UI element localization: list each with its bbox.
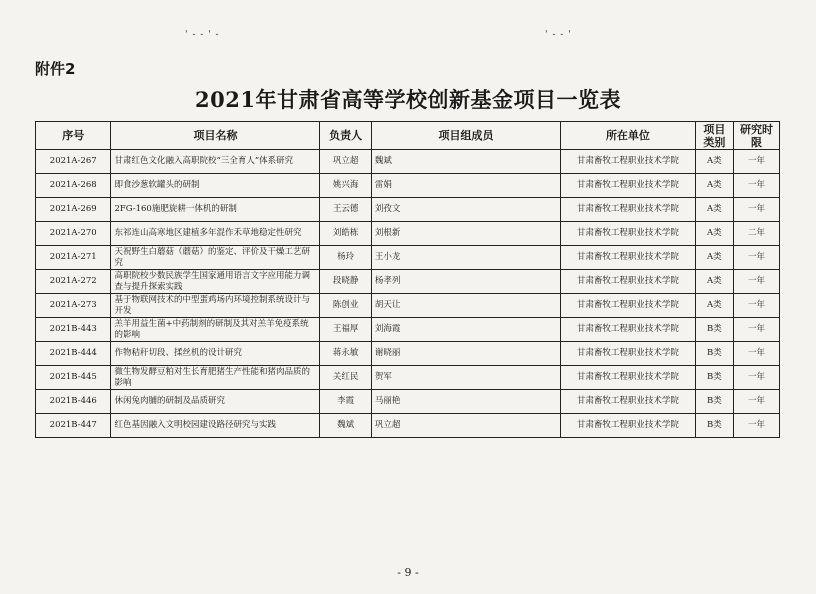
cell-members: 贺军 bbox=[371, 366, 560, 390]
cell-id: 2021B-445 bbox=[36, 366, 111, 390]
cell-id: 2021B-447 bbox=[36, 414, 111, 438]
cell-lead: 关红民 bbox=[320, 366, 371, 390]
cell-category: A类 bbox=[695, 150, 733, 174]
project-table bbox=[35, 121, 780, 438]
cell-category: B类 bbox=[695, 390, 733, 414]
table-row bbox=[36, 222, 780, 246]
cell-unit: 甘肃畜牧工程职业技术学院 bbox=[561, 174, 696, 198]
cell-name: 高职院校少数民族学生国家通用语言文字应用能力调查与提升探索实践 bbox=[111, 270, 320, 294]
table-row bbox=[36, 342, 780, 366]
header-members: 项目组成员 bbox=[371, 122, 560, 150]
cell-name: 2FG-160施肥旋耕一体机的研制 bbox=[111, 198, 320, 222]
table-row bbox=[36, 294, 780, 318]
cell-category: B类 bbox=[695, 414, 733, 438]
cell-category: B类 bbox=[695, 342, 733, 366]
cell-lead: 姚兴海 bbox=[320, 174, 371, 198]
header-id: 序号 bbox=[36, 122, 111, 150]
table-row bbox=[36, 318, 780, 342]
cell-name: 作物秸秆切段、揉丝机的设计研究 bbox=[111, 342, 320, 366]
cell-lead: 王福厚 bbox=[320, 318, 371, 342]
cell-name: 红色基因融入文明校园建设路径研究与实践 bbox=[111, 414, 320, 438]
cell-id: 2021A-271 bbox=[36, 246, 111, 270]
cell-id: 2021A-270 bbox=[36, 222, 111, 246]
scan-mark-right: ' - - ' bbox=[545, 30, 572, 40]
cell-id: 2021A-267 bbox=[36, 150, 111, 174]
cell-lead: 王云德 bbox=[320, 198, 371, 222]
cell-name: 微生物发酵豆粕对生长育肥猪生产性能和猪肉品质的影响 bbox=[111, 366, 320, 390]
cell-members: 魏斌 bbox=[371, 150, 560, 174]
cell-lead: 李霞 bbox=[320, 390, 371, 414]
cell-name: 基于物联网技术的中型蛋鸡场内环境控制系统设计与开发 bbox=[111, 294, 320, 318]
cell-id: 2021B-443 bbox=[36, 318, 111, 342]
header-lead: 负责人 bbox=[320, 122, 371, 150]
table-header-row bbox=[36, 122, 780, 150]
cell-unit: 甘肃畜牧工程职业技术学院 bbox=[561, 198, 696, 222]
scan-mark-left: ' - - ' - bbox=[185, 30, 220, 40]
cell-lead: 蒋永敏 bbox=[320, 342, 371, 366]
cell-unit: 甘肃畜牧工程职业技术学院 bbox=[561, 318, 696, 342]
page-number: - 9 - bbox=[397, 566, 419, 579]
cell-unit: 甘肃畜牧工程职业技术学院 bbox=[561, 390, 696, 414]
cell-lead: 杨玲 bbox=[320, 246, 371, 270]
table-row bbox=[36, 198, 780, 222]
cell-category: A类 bbox=[695, 174, 733, 198]
cell-id: 2021A-269 bbox=[36, 198, 111, 222]
cell-members: 刘孜文 bbox=[371, 198, 560, 222]
cell-lead: 段晓静 bbox=[320, 270, 371, 294]
table-row bbox=[36, 150, 780, 174]
table-row bbox=[36, 414, 780, 438]
cell-id: 2021B-444 bbox=[36, 342, 111, 366]
cell-members: 马丽艳 bbox=[371, 390, 560, 414]
cell-duration: 一年 bbox=[734, 414, 780, 438]
cell-duration: 一年 bbox=[734, 270, 780, 294]
cell-unit: 甘肃畜牧工程职业技术学院 bbox=[561, 342, 696, 366]
table-body bbox=[36, 150, 780, 438]
table-row bbox=[36, 270, 780, 294]
cell-unit: 甘肃畜牧工程职业技术学院 bbox=[561, 414, 696, 438]
cell-category: A类 bbox=[695, 222, 733, 246]
cell-name: 甘肃红色文化融入高职院校“三全育人”体系研究 bbox=[111, 150, 320, 174]
page-title: 2021年甘肃省高等学校创新基金项目一览表 bbox=[195, 87, 621, 112]
table-row bbox=[36, 174, 780, 198]
cell-id: 2021B-446 bbox=[36, 390, 111, 414]
table-row bbox=[36, 366, 780, 390]
attachment-label: 附件2 bbox=[35, 60, 76, 78]
header-category: 项目类别 bbox=[695, 122, 733, 150]
table-row bbox=[36, 246, 780, 270]
cell-unit: 甘肃畜牧工程职业技术学院 bbox=[561, 366, 696, 390]
cell-members: 刘根新 bbox=[371, 222, 560, 246]
cell-members: 刘海霞 bbox=[371, 318, 560, 342]
cell-unit: 甘肃畜牧工程职业技术学院 bbox=[561, 294, 696, 318]
cell-name: 羔羊用益生菌+中药制剂的研制及其对羔羊免疫系统的影响 bbox=[111, 318, 320, 342]
cell-duration: 一年 bbox=[734, 342, 780, 366]
header-duration: 研究时限 bbox=[734, 122, 780, 150]
cell-lead: 巩立超 bbox=[320, 150, 371, 174]
cell-name: 天祝野生白蘑菇（蘑菇）的鉴定、评价及干燥工艺研究 bbox=[111, 246, 320, 270]
cell-members: 杨孝列 bbox=[371, 270, 560, 294]
cell-members: 王小龙 bbox=[371, 246, 560, 270]
cell-duration: 二年 bbox=[734, 222, 780, 246]
cell-unit: 甘肃畜牧工程职业技术学院 bbox=[561, 222, 696, 246]
header-name: 项目名称 bbox=[111, 122, 320, 150]
cell-members: 雷娟 bbox=[371, 174, 560, 198]
cell-unit: 甘肃畜牧工程职业技术学院 bbox=[561, 150, 696, 174]
cell-duration: 一年 bbox=[734, 366, 780, 390]
cell-lead: 刘皓栋 bbox=[320, 222, 371, 246]
cell-category: A类 bbox=[695, 270, 733, 294]
cell-members: 谢晓丽 bbox=[371, 342, 560, 366]
cell-name: 东祁连山高寒地区建植多年混作禾草地稳定性研究 bbox=[111, 222, 320, 246]
cell-category: B类 bbox=[695, 366, 733, 390]
cell-unit: 甘肃畜牧工程职业技术学院 bbox=[561, 246, 696, 270]
cell-name: 休闲兔肉脯的研制及品质研究 bbox=[111, 390, 320, 414]
cell-duration: 一年 bbox=[734, 198, 780, 222]
cell-duration: 一年 bbox=[734, 150, 780, 174]
cell-lead: 陈创业 bbox=[320, 294, 371, 318]
cell-id: 2021A-268 bbox=[36, 174, 111, 198]
table-row bbox=[36, 390, 780, 414]
cell-name: 即食沙葱软罐头的研制 bbox=[111, 174, 320, 198]
cell-category: A类 bbox=[695, 198, 733, 222]
cell-lead: 魏斌 bbox=[320, 414, 371, 438]
header-unit: 所在单位 bbox=[561, 122, 696, 150]
cell-duration: 一年 bbox=[734, 246, 780, 270]
cell-category: A类 bbox=[695, 246, 733, 270]
cell-unit: 甘肃畜牧工程职业技术学院 bbox=[561, 270, 696, 294]
cell-id: 2021A-272 bbox=[36, 270, 111, 294]
cell-duration: 一年 bbox=[734, 294, 780, 318]
cell-category: B类 bbox=[695, 318, 733, 342]
cell-duration: 一年 bbox=[734, 390, 780, 414]
cell-members: 巩立超 bbox=[371, 414, 560, 438]
cell-duration: 一年 bbox=[734, 174, 780, 198]
cell-category: A类 bbox=[695, 294, 733, 318]
cell-id: 2021A-273 bbox=[36, 294, 111, 318]
cell-members: 胡天让 bbox=[371, 294, 560, 318]
cell-duration: 一年 bbox=[734, 318, 780, 342]
